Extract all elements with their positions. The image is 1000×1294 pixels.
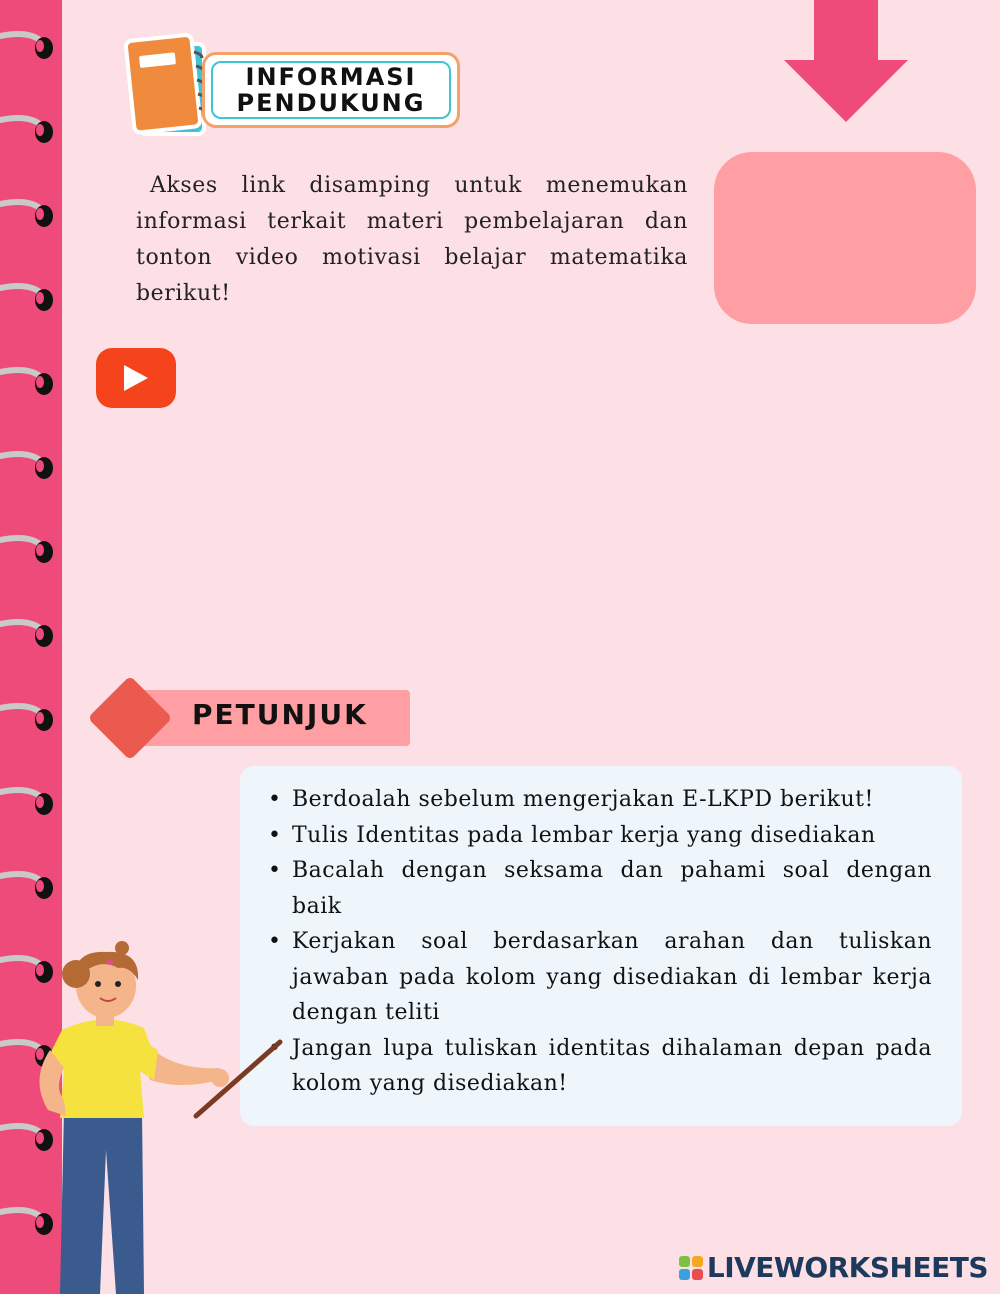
link-box[interactable]	[714, 152, 976, 324]
instruction-item: • Berdoalah sebelum mengerjakan E-LKPD berikut!	[292, 782, 932, 818]
spiral-ring	[0, 700, 60, 740]
spiral-ring	[0, 616, 60, 656]
notebook-icon	[120, 30, 212, 142]
title-line-2: PENDUKUNG	[236, 89, 426, 117]
instruction-item: • Tulis Identitas pada lembar kerja yang disediakan	[292, 818, 932, 854]
instruction-item: • Jangan lupa tuliskan identitas dihalaman depan pada kolom yang disediakan!	[292, 1031, 932, 1102]
spiral-ring	[0, 784, 60, 824]
instruction-item: • Bacalah dengan seksama dan pahami soal dengan baik	[292, 853, 932, 924]
spiral-ring	[0, 532, 60, 572]
petunjuk-title: PETUNJUK	[192, 698, 368, 731]
section-title-informasi	[202, 52, 460, 128]
youtube-button[interactable]	[96, 348, 176, 408]
spiral-ring	[0, 196, 60, 236]
spiral-ring	[0, 364, 60, 404]
arrow-down-icon	[784, 0, 908, 124]
diamond-decoration	[88, 676, 173, 761]
spiral-ring	[0, 28, 60, 68]
title-line-1: INFORMASI	[245, 63, 417, 91]
brand-name: LIVEWORKSHEETS	[706, 1251, 988, 1284]
instruction-item: • Kerjakan soal berdasarkan arahan dan tuliskan jawaban pada kolom yang disediakan di lembar kerja dengan teliti	[292, 924, 932, 1031]
spiral-ring	[0, 448, 60, 488]
youtube-play-icon	[122, 363, 150, 393]
instructions-list	[292, 782, 932, 1102]
liveworksheets-brand	[679, 1251, 988, 1284]
teacher-illustration	[20, 940, 290, 1294]
spiral-ring	[0, 868, 60, 908]
spiral-ring	[0, 112, 60, 152]
spiral-ring	[0, 280, 60, 320]
intro-paragraph: Akses link disamping untuk menemukan informasi terkait materi pembelajaran dan tonton video motivasi belajar matematika berikut!	[136, 173, 688, 306]
liveworksheets-logo-icon	[679, 1256, 703, 1280]
